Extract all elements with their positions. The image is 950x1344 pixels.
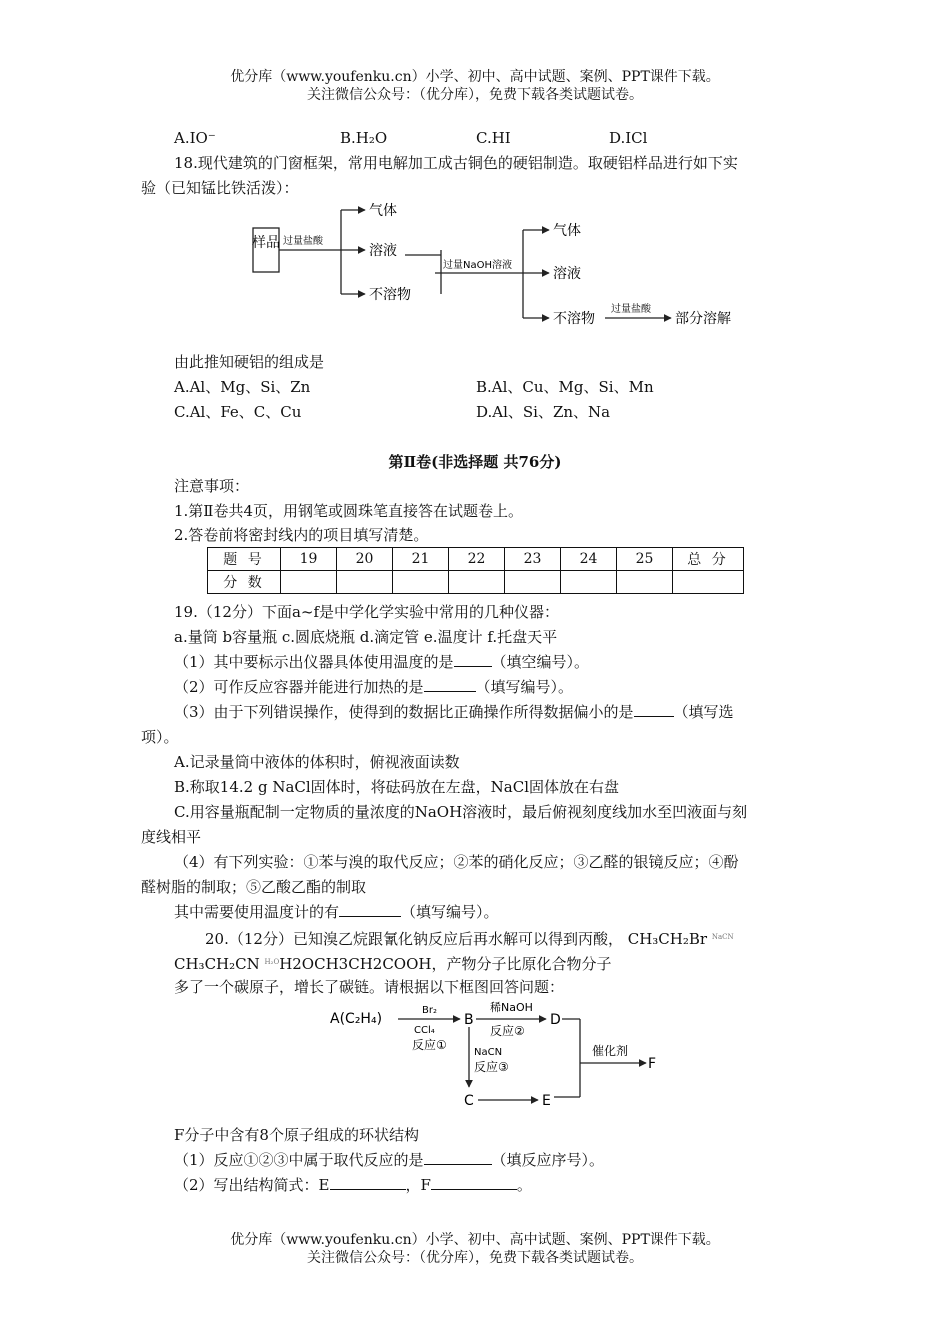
q19-part-2 xyxy=(174,676,573,698)
q17-option-b: B.H₂O xyxy=(340,129,388,147)
q19-option-b: B.称取14.2 g NaCl固体时，将砝码放在左盘，NaCl固体放在右盘 xyxy=(174,778,620,796)
q17-option-a: A.IO⁻ xyxy=(174,129,216,147)
score-cell[interactable] xyxy=(337,571,393,594)
q19-part-3-text: （3）由于下列错误操作，使得到的数据比正确操作所得数据偏小的是 xyxy=(174,703,634,721)
q20-part-1 xyxy=(174,1149,604,1171)
q18-option-a: A.Al、Mg、Si、Zn xyxy=(174,378,311,396)
flow-solution-1: 溶液 xyxy=(369,243,397,259)
q20-part-2-mid: ，F xyxy=(405,1176,431,1194)
score-col-total: 总 分 xyxy=(673,548,744,571)
flow-gas-2: 气体 xyxy=(553,223,581,239)
flow-insoluble-1: 不溶物 xyxy=(369,287,411,303)
score-col-22: 22 xyxy=(449,548,505,571)
q19-part-3-end: （填写选 xyxy=(673,703,734,721)
q18-option-c: C.Al、Fe、C、Cu xyxy=(174,403,302,421)
q20-reaction-scheme xyxy=(328,997,668,1109)
score-cell-total[interactable] xyxy=(673,571,744,594)
score-cell[interactable] xyxy=(561,571,617,594)
part2-title: 第Ⅱ卷(非选择题 共76分) xyxy=(388,453,562,471)
q20-product: H2OCH3CH2COOH，产物分子比原化合物分子 xyxy=(279,955,612,973)
scheme-r3: 反应③ xyxy=(474,1060,509,1074)
q20-part-2-end: 。 xyxy=(516,1176,532,1194)
footer-line-1: 优分库（www.youfenku.cn）小学、初中、高中试题、案例、PPT课件下载。 xyxy=(230,1232,720,1248)
q19-blank-4[interactable] xyxy=(339,901,401,917)
flow-acid2-label: 过量盐酸 xyxy=(611,304,651,315)
score-col-20: 20 xyxy=(337,548,393,571)
q19-part-3-cont: 项）。 xyxy=(141,728,179,746)
q19-option-c-2: 度线相平 xyxy=(141,828,202,846)
score-col-24: 24 xyxy=(561,548,617,571)
q19-part-4b: 醛树脂的制取；⑤乙酸乙酯的制取 xyxy=(141,878,367,896)
part2-note-1: 1.第Ⅱ卷共4页，用钢笔或圆珠笔直接答在试题卷上。 xyxy=(174,502,524,520)
scheme-a: A(C₂H₄) xyxy=(330,1011,383,1027)
q20-stem-2 xyxy=(174,951,611,975)
scheme-d: D xyxy=(550,1012,561,1028)
score-col-23: 23 xyxy=(505,548,561,571)
flow-acid-label: 过量盐酸 xyxy=(283,236,323,247)
q18-option-b: B.Al、Cu、Mg、Si、Mn xyxy=(476,378,654,396)
score-col-19: 19 xyxy=(281,548,337,571)
scheme-f: F xyxy=(648,1056,657,1072)
q20-part-2-text: （2）写出结构简式：E xyxy=(174,1176,330,1194)
scheme-br2: Br₂ xyxy=(422,1005,437,1016)
flow-partial: 部分溶解 xyxy=(675,311,731,327)
q19-part-4a: （4）有下列实验：①苯与溴的取代反应；②苯的硝化反应；③乙醛的银镜反应；④酚 xyxy=(174,853,739,871)
q20-reagent-1: CH₃CH₂Br xyxy=(627,930,708,948)
score-col-25: 25 xyxy=(617,548,673,571)
score-table xyxy=(207,547,744,594)
scheme-r2: 反应② xyxy=(490,1024,525,1038)
q17-option-d: D.ICl xyxy=(609,129,648,147)
flow-solution-2: 溶液 xyxy=(553,266,581,282)
q19-items: a.量筒 b容量瓶 c.圆底烧瓶 d.滴定管 e.温度计 f.托盘天平 xyxy=(174,628,558,646)
q18-flow-diagram xyxy=(245,198,775,333)
q19-part-1-text: （1）其中要标示出仪器具体使用温度的是 xyxy=(174,653,454,671)
header-line-1: 优分库（www.youfenku.cn）小学、初中、高中试题、案例、PPT课件下载。 xyxy=(230,69,720,85)
scheme-c: C xyxy=(464,1093,474,1109)
q20-blank-e[interactable] xyxy=(330,1174,406,1190)
part2-notice: 注意事项： xyxy=(174,477,250,495)
q19-blank-1[interactable] xyxy=(454,651,492,667)
header-line-2: 关注微信公众号：（优分库），免费下载各类试题试卷。 xyxy=(307,87,643,103)
q19-part-4c-text: 其中需要使用温度计的有 xyxy=(174,903,340,921)
q19-stem: 19.（12分）下面a~f是中学化学实验中常用的几种仪器： xyxy=(174,603,560,621)
q19-part-1 xyxy=(174,651,589,673)
q20-part-1-text: （1）反应①②③中属于取代反应的是 xyxy=(174,1151,424,1169)
flow-sample-text: 样品 xyxy=(252,235,280,251)
part2-note-2: 2.答卷前将密封线内的项目填写清楚。 xyxy=(174,526,429,544)
scheme-ccl4: CCl₄ xyxy=(414,1025,435,1036)
q18-stem-2: 验（已知锰比铁活泼）： xyxy=(141,179,299,197)
q19-part-3 xyxy=(174,701,734,723)
flow-naoh-label: 过量NaOH溶液 xyxy=(443,260,512,271)
q19-blank-2[interactable] xyxy=(424,676,476,692)
q20-condition-2: H₂O xyxy=(264,958,280,966)
score-cell[interactable] xyxy=(281,571,337,594)
score-table-head: 题 号 xyxy=(208,548,281,571)
q18-stem-1: 18.现代建筑的门窗框架，常用电解加工成古铜色的硬铝制造。取硬铝样品进行如下实 xyxy=(174,154,738,172)
q20-blank-f[interactable] xyxy=(431,1174,517,1190)
score-table-row xyxy=(208,548,744,571)
q18-conclusion: 由此推知硬铝的组成是 xyxy=(174,353,325,371)
q20-blank-1[interactable] xyxy=(424,1149,492,1165)
q19-option-a: A.记录量筒中液体的体积时，俯视液面读数 xyxy=(174,753,460,771)
q19-part-4c-end: （填写编号）。 xyxy=(401,903,499,921)
scheme-catalyst: 催化剂 xyxy=(592,1044,629,1058)
q20-part-2 xyxy=(174,1174,532,1196)
flow-insoluble-2: 不溶物 xyxy=(553,311,595,327)
q20-stem-1-text: 20.（12分）已知溴乙烷跟氰化钠反应后再水解可以得到丙酸， xyxy=(205,930,623,948)
q19-part-2-end: （填写编号）。 xyxy=(475,678,574,696)
q19-blank-3[interactable] xyxy=(634,701,674,717)
score-cell[interactable] xyxy=(393,571,449,594)
q19-part-4c xyxy=(174,901,499,923)
scheme-e: E xyxy=(542,1093,551,1109)
score-cell[interactable] xyxy=(505,571,561,594)
q17-option-c: C.HI xyxy=(476,129,511,147)
scheme-b: B xyxy=(464,1012,474,1028)
q19-part-2-text: （2）可作反应容器并能进行加热的是 xyxy=(174,678,424,696)
q20-condition-1: NaCN xyxy=(711,933,734,941)
q20-note: F分子中含有8个原子组成的环状结构 xyxy=(174,1126,419,1144)
scheme-r1: 反应① xyxy=(412,1038,447,1052)
score-cell[interactable] xyxy=(449,571,505,594)
score-table-row xyxy=(208,571,744,594)
q20-stem-3: 多了一个碳原子，增长了碳链。请根据以下框图回答问题： xyxy=(174,978,565,996)
scheme-naoh: 稀NaOH xyxy=(490,1001,533,1014)
q18-option-d: D.Al、Si、Zn、Na xyxy=(476,403,611,421)
q20-reagent-2: CH₃CH₂CN xyxy=(174,955,260,973)
score-cell[interactable] xyxy=(617,571,673,594)
score-row-head: 分 数 xyxy=(208,571,281,594)
score-col-21: 21 xyxy=(393,548,449,571)
q20-part-1-end: （填反应序号）。 xyxy=(491,1151,605,1169)
footer-line-2: 关注微信公众号：（优分库），免费下载各类试题试卷。 xyxy=(307,1250,643,1266)
scheme-nacn: NaCN xyxy=(474,1047,503,1058)
q19-part-1-end: （填空编号）。 xyxy=(491,653,590,671)
q20-stem-1 xyxy=(205,926,734,950)
flow-gas-1: 气体 xyxy=(369,203,397,219)
q19-option-c-1: C.用容量瓶配制一定物质的量浓度的NaOH溶液时，最后俯视刻度线加水至凹液面与刻 xyxy=(174,803,748,821)
